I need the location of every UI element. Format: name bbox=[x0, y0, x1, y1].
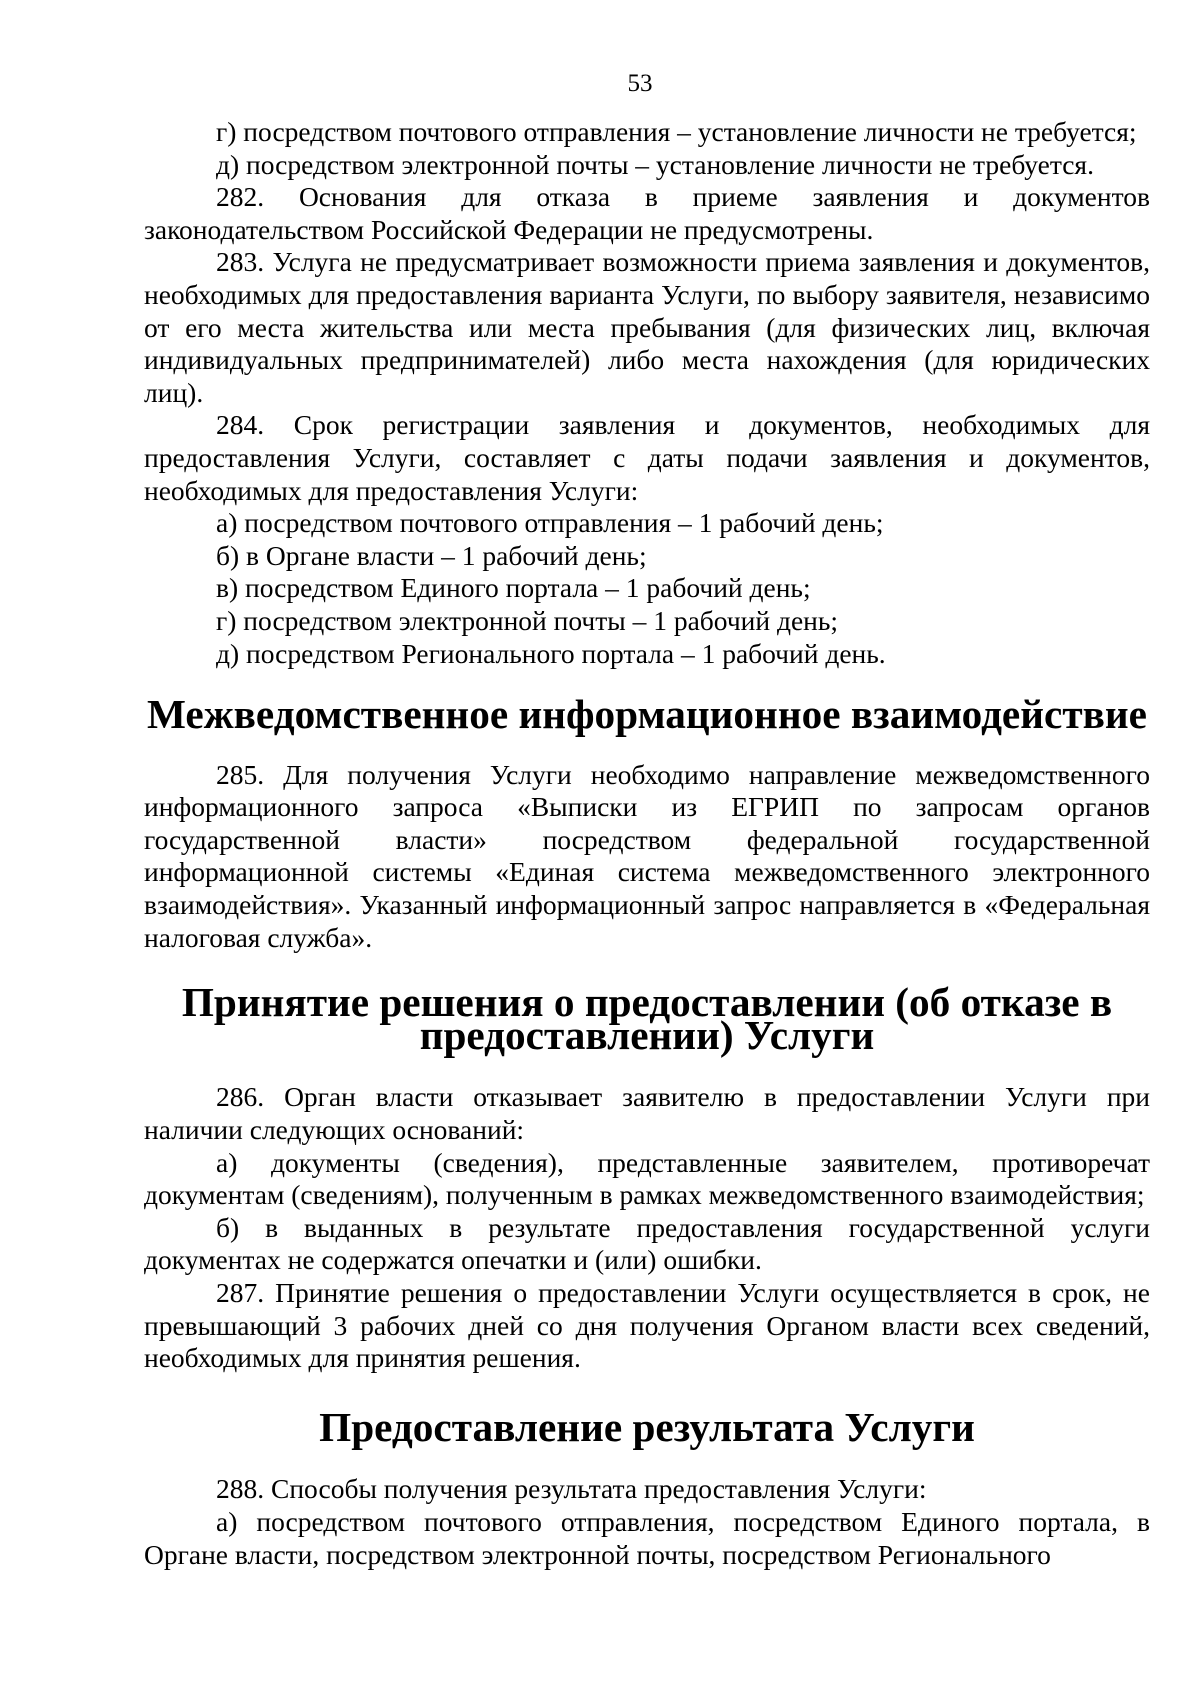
paragraph-284: 284. Срок регистрации заявления и документов, необходимых для предоставления Услуги, составляет с даты подачи заявления и документов, необходимых для предоставления Услуги: bbox=[144, 409, 1150, 506]
paragraph-282: 282. Основания для отказа в приеме заявления и документов законодательством Российской Федерации не предусмотрены. bbox=[144, 181, 1150, 245]
document-body bbox=[144, 116, 1150, 1571]
paragraph-285: 285. Для получения Услуги необходимо направление межведомственного информационного запроса «Выписки из ЕГРИП по запросам органов государственной власти» посредством федеральной государственной информационной системы «Единая система межведомственного электронного взаимодействия». Указанный информационный запрос направляется в «Федеральная налоговая служба». bbox=[144, 758, 1150, 953]
paragraph-287: 287. Принятие решения о предоставлении Услуги осуществляется в срок, не превышающий 3 рабочих дней со дня получения Органом власти всех сведений, необходимых для принятия решения. bbox=[144, 1277, 1150, 1374]
list-item-a-documents: а) документы (сведения), представленные заявителем, противоречат документам (сведениям), полученным в рамках межведомственного взаимодействия; bbox=[144, 1146, 1150, 1211]
list-item-d: д) посредством Регионального портала – 1 рабочий день. bbox=[216, 637, 886, 669]
paragraph-288: 288. Способы получения результата предоставления Услуги: bbox=[216, 1473, 927, 1505]
section-heading-decision: Принятие решения о предоставлении (об отказе в предоставлении) Услуги bbox=[181, 979, 1113, 1058]
list-item-g: г) посредством электронной почты – 1 рабочий день; bbox=[216, 604, 839, 636]
list-item-b-documents: б) в выданных в результате предоставления государственной услуги документах не содержатся опечатки и (или) ошибки. bbox=[144, 1211, 1150, 1276]
section-heading-interagency: Межведомственное информационное взаимодействие bbox=[147, 691, 1147, 738]
list-item-v: в) посредством Единого портала – 1 рабочий день; bbox=[216, 572, 811, 604]
paragraph-d-email: д) посредством электронной почты – установление личности не требуется. bbox=[216, 148, 1094, 180]
paragraph-286: 286. Орган власти отказывает заявителю в предоставлении Услуги при наличии следующих оснований: bbox=[144, 1081, 1150, 1146]
list-item-a: а) посредством почтового отправления – 1 рабочий день; bbox=[216, 507, 884, 539]
paragraph-g-post: г) посредством почтового отправления – установление личности не требуется; bbox=[216, 116, 1137, 147]
paragraph-283: 283. Услуга не предусматривает возможности приема заявления и документов, необходимых для предоставления варианта Услуги, по выбору заявителя, независимо от его места жительства или места пребывания (для физических лиц, включая индивидуальных предпринимателей) либо места нахождения (для юридических лиц). bbox=[144, 246, 1150, 408]
list-item-a-result: а) посредством почтового отправления, посредством Единого портала, в Органе власти, посредством электронной почты, посредством Регионального bbox=[144, 1505, 1150, 1570]
page-number: 53 bbox=[627, 70, 653, 97]
list-item-b: б) в Органе власти – 1 рабочий день; bbox=[216, 539, 647, 571]
section-heading-result: Предоставление результата Услуги bbox=[319, 1403, 975, 1450]
